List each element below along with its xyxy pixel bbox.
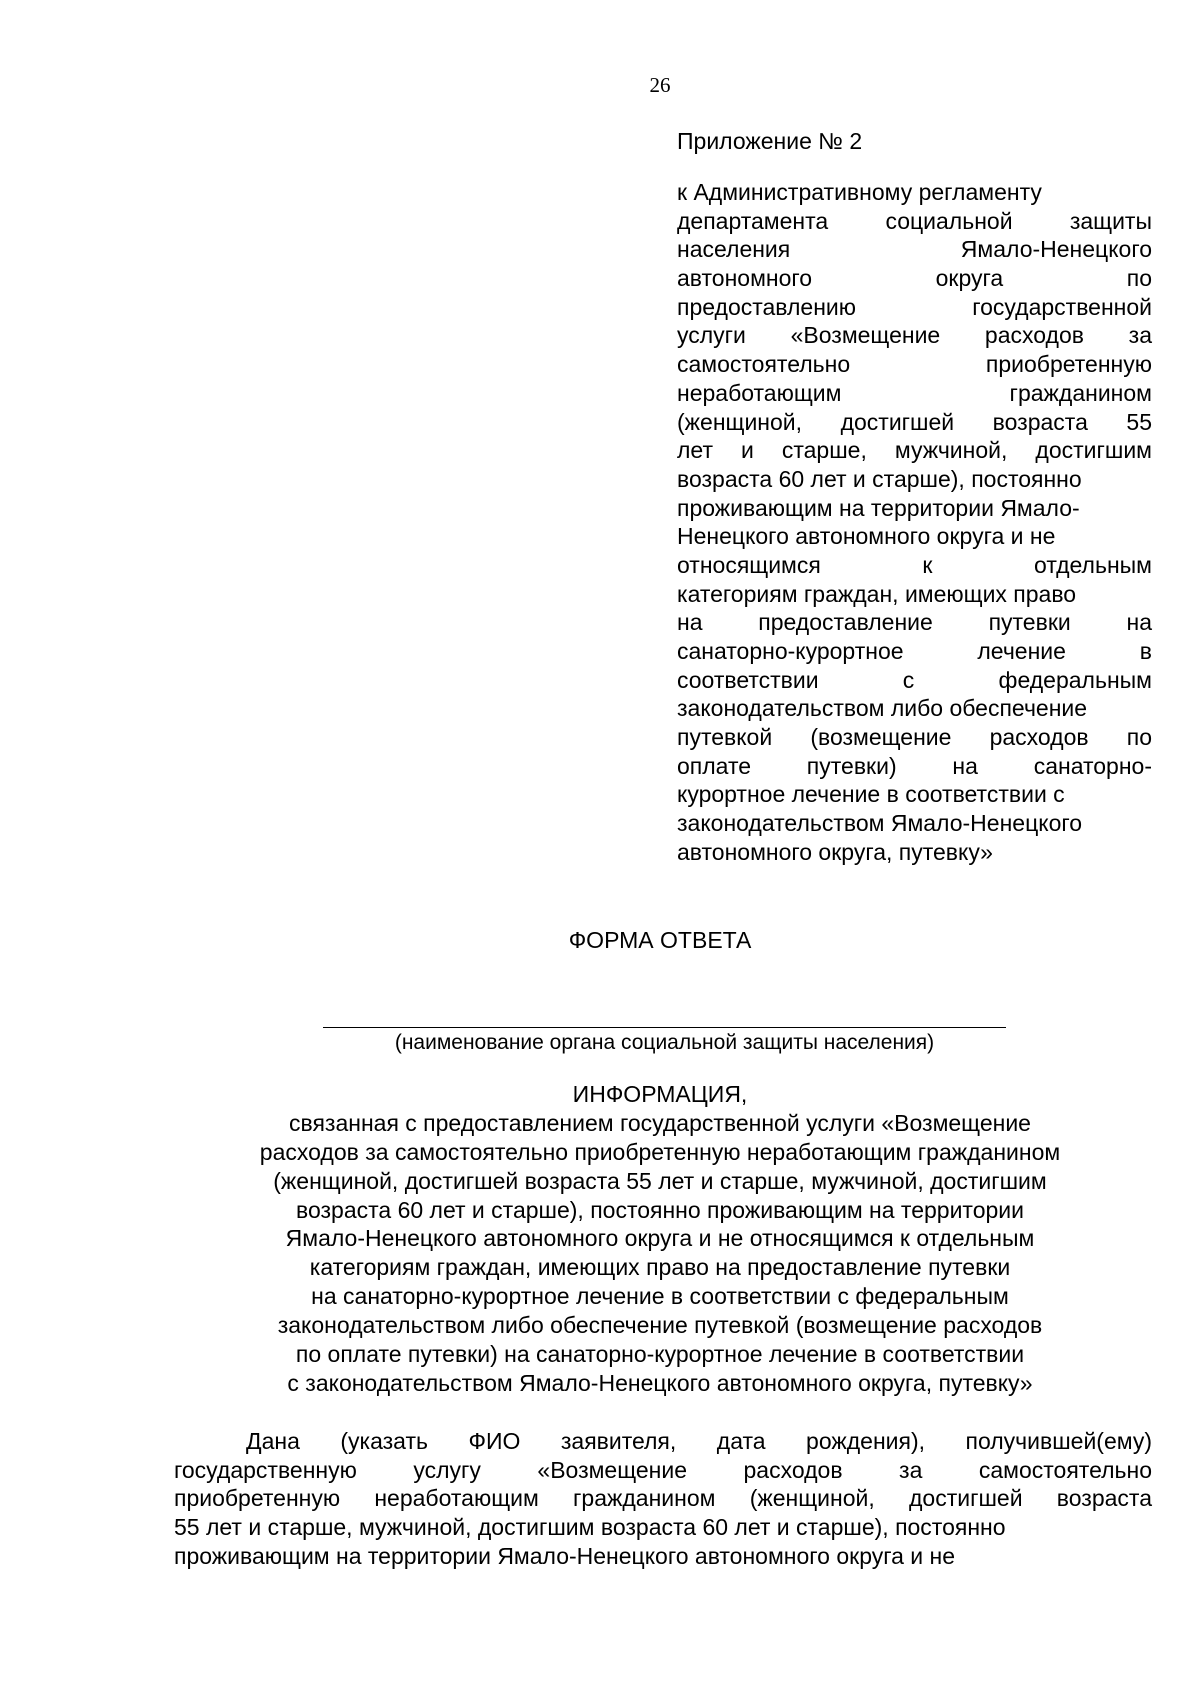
appendix-line: неработающим гражданином: [677, 379, 1152, 406]
body-line: приобретенную неработающим гражданином (женщиной, достигшей возраста: [174, 1485, 1152, 1512]
appendix-line: на предоставление путевки на: [677, 609, 1152, 636]
appendix-line: курортное лечение в соответствии с: [677, 781, 1065, 808]
info-line: законодательством либо обеспечение путевкой (возмещение расходов: [277, 1312, 1043, 1339]
appendix-title: Приложение № 2: [677, 128, 863, 154]
form-title: ФОРМА ОТВЕТА: [568, 927, 752, 953]
appendix-text: [677, 178, 1152, 867]
org-name-caption: (наименование органа социальной защиты населения): [394, 1031, 935, 1054]
info-line: (женщиной, достигшей возраста 55 лет и старше, мужчиной, достигшим: [273, 1167, 1047, 1194]
appendix-line: законодательством либо обеспечение: [677, 695, 1088, 722]
appendix-line: лет и старше, мужчиной, достигшим: [677, 437, 1152, 464]
appendix-line: санаторно-курортное лечение в: [677, 638, 1152, 664]
info-line: на санаторно-курортное лечение в соответствии с федеральным: [311, 1283, 1009, 1310]
info-line: Ямало-Ненецкого автономного округа и не относящимся к отдельным: [285, 1225, 1035, 1252]
info-line: связанная с предоставлением государственной услуги «Возмещение: [289, 1109, 1031, 1136]
appendix-line: услуги «Возмещение расходов за: [677, 322, 1152, 349]
appendix-line: проживающим на территории Ямало-: [677, 494, 1080, 521]
body-line: Дана (указать ФИО заявителя, дата рождения), получившей(ему): [246, 1428, 1152, 1454]
appendix-line: самостоятельно приобретенную: [677, 351, 1152, 378]
appendix-line: оплате путевки) на санаторно-: [677, 752, 1152, 779]
info-line: категориям граждан, имеющих право на предоставление путевки: [309, 1254, 1011, 1281]
appendix-line: соответствии с федеральным: [677, 666, 1152, 693]
body-line: проживающим на территории Ямало-Ненецкого автономного округа и не: [174, 1542, 956, 1569]
body-line: 55 лет и старше, мужчиной, достигшим возраста 60 лет и старше), постоянно: [174, 1514, 1006, 1541]
appendix-line: относящимся к отдельным: [677, 551, 1152, 578]
info-heading: ИНФОРМАЦИЯ,: [572, 1081, 748, 1107]
info-block: [130, 1080, 1190, 1398]
info-line: с законодательством Ямало-Ненецкого автономного округа, путевку»: [287, 1369, 1033, 1396]
appendix-line: законодательством Ямало-Ненецкого: [677, 810, 1083, 837]
appendix-line: путевкой (возмещение расходов по: [677, 724, 1152, 751]
page-number: 26: [649, 73, 671, 97]
appendix-line: автономного округа, путевку»: [677, 838, 993, 865]
appendix-line: Ненецкого автономного округа и не: [677, 523, 1056, 550]
body-line: государственную услугу «Возмещение расходов за самостоятельно: [174, 1456, 1152, 1483]
info-line: расходов за самостоятельно приобретенную неработающим гражданином: [259, 1138, 1061, 1165]
appendix-line: к Административному регламенту: [677, 179, 1042, 205]
info-line: возраста 60 лет и старше), постоянно проживающим на территории: [296, 1196, 1024, 1223]
org-name-underline: [323, 1027, 1006, 1028]
info-line: по оплате путевки) на санаторно-курортное лечение в соответствии: [295, 1341, 1025, 1368]
appendix-line: департамента социальной защиты: [677, 207, 1152, 234]
appendix-line: автономного округа по: [677, 265, 1152, 292]
appendix-line: (женщиной, достигшей возраста 55: [677, 408, 1152, 435]
appendix-line: предоставлению государственной: [677, 293, 1152, 320]
appendix-line: возраста 60 лет и старше), постоянно: [677, 465, 1082, 492]
appendix-line: населения Ямало-Ненецкого: [677, 236, 1152, 263]
appendix-line: категориям граждан, имеющих право: [677, 580, 1077, 607]
body-paragraph: [174, 1427, 1152, 1570]
